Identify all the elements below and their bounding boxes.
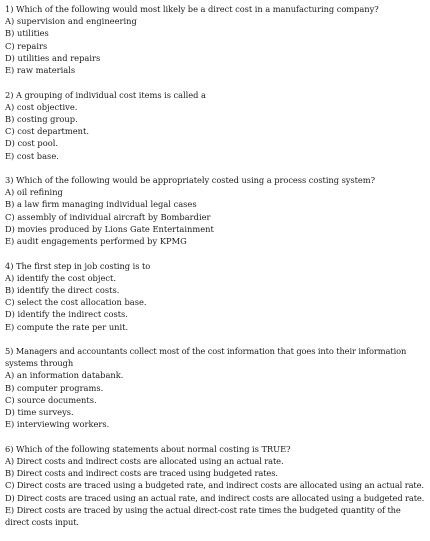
- question-stem: 1) Which of the following would most likely be a direct cost in a manufacturing company?: [5, 4, 379, 14]
- answer-option-a: A) identify the cost object.: [5, 272, 116, 283]
- answer-option-d: D) cost pool.: [5, 138, 58, 149]
- answer-option-b: B) costing group.: [5, 113, 78, 124]
- answer-option-e: E) raw materials: [5, 65, 76, 76]
- answer-option-c: C) select the cost allocation base.: [5, 297, 147, 308]
- answer-option-d: D) utilities and repairs: [5, 52, 101, 63]
- answer-option-d: D) movies produced by Lions Gate Entertainment: [5, 223, 214, 234]
- answer-option-e: E) compute the rate per unit.: [5, 321, 129, 332]
- answer-option-a: A) cost objective.: [5, 101, 78, 112]
- question-stem: 6) Which of the following statements about normal costing is TRUE?: [5, 443, 291, 454]
- answer-option-a: A) an information databank.: [5, 370, 124, 381]
- answer-option-c: C) source documents.: [5, 394, 97, 405]
- question-stem: 4) The first step in job costing is to: [5, 260, 151, 271]
- answer-option-d: D) time surveys.: [5, 407, 74, 418]
- answer-option-e: E) Direct costs are traced by using the actual direct-cost rate times the budgeted quantity of the direct costs input.: [5, 504, 401, 527]
- question-3: [5, 174, 425, 247]
- question-4: [5, 260, 425, 333]
- answer-option-a: A) supervision and engineering: [5, 16, 137, 27]
- question-2: [5, 89, 425, 162]
- question-5: [5, 345, 425, 430]
- answer-option-a: A) oil refining: [5, 187, 63, 198]
- answer-option-b: B) utilities: [5, 28, 49, 39]
- answer-option-b: B) Direct costs and indirect costs are traced using budgeted rates.: [5, 468, 278, 479]
- answer-option-c: C) Direct costs are traced using a budgeted rate, and indirect costs are allocated using an actual rate.: [5, 480, 424, 491]
- answer-option-d: D) identify the indirect costs.: [5, 309, 128, 320]
- answer-option-a: A) Direct costs and indirect costs are allocated using an actual rate.: [5, 455, 284, 466]
- answer-option-c: C) cost department.: [5, 126, 89, 137]
- answer-option-d: D) Direct costs are traced using an actual rate, and indirect costs are allocated using a budgeted rate.: [5, 492, 425, 503]
- question-stem: 3) Which of the following would be appropriately costed using a process costing system?: [5, 175, 375, 186]
- question-stem: 5) Managers and accountants collect most of the cost information that goes into their information systems through: [5, 346, 407, 369]
- answer-option-b: B) a law firm managing individual legal cases: [5, 199, 197, 210]
- answer-option-e: E) cost base.: [5, 150, 59, 161]
- quiz-page: [5, 3, 425, 541]
- answer-option-c: C) assembly of individual aircraft by Bombardier: [5, 211, 211, 222]
- answer-option-c: C) repairs: [5, 40, 48, 51]
- answer-option-b: B) identify the direct costs.: [5, 284, 120, 295]
- question-6: [5, 443, 425, 528]
- answer-option-b: B) computer programs.: [5, 382, 104, 393]
- question-stem: 2) A grouping of individual cost items is called a: [5, 89, 206, 100]
- answer-option-e: E) interviewing workers.: [5, 419, 110, 430]
- question-1: [5, 3, 425, 76]
- answer-option-e: E) audit engagements performed by KPMG: [5, 236, 187, 247]
